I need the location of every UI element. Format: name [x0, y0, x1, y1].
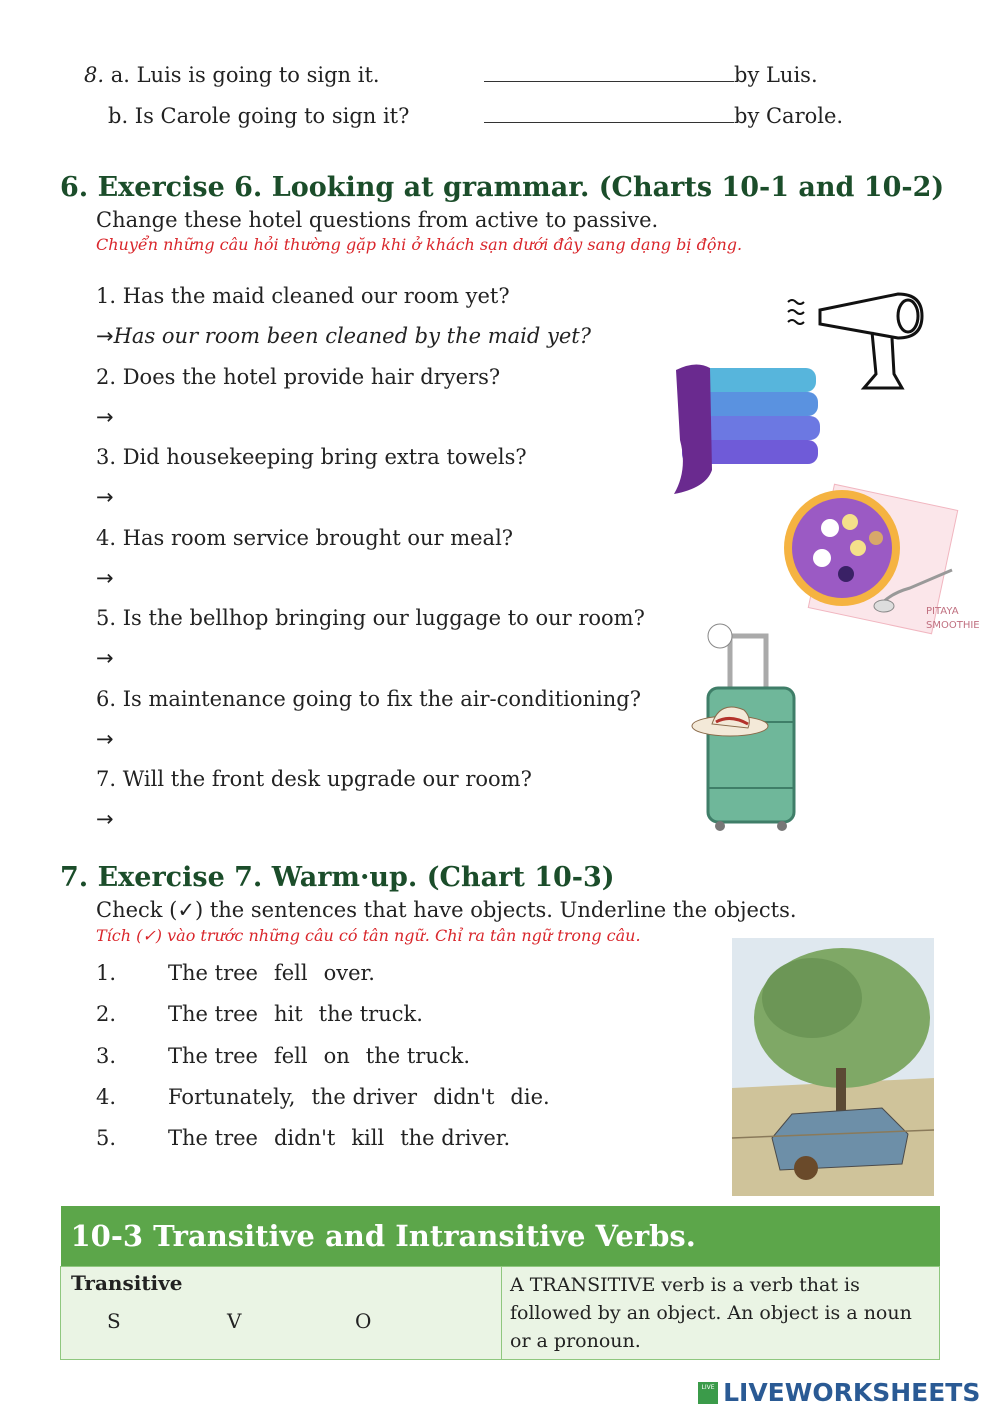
exercise-6-answer-row[interactable]	[96, 323, 591, 349]
chart-transitive-label: Transitive	[71, 1271, 183, 1295]
fruit-6	[869, 531, 883, 545]
exercise-6-question: 4. Has room service brought our meal?	[96, 525, 514, 550]
exercise-6-instruction: Change these hotel questions from active to passive.	[96, 208, 659, 232]
bowl-caption-1: PITAYA	[926, 606, 959, 617]
item-8b-text: b. Is Carole going to sign it?	[108, 104, 410, 128]
exercise-6-answer-row[interactable]	[96, 645, 114, 671]
chart-s: S	[107, 1309, 121, 1333]
exercise-7-sentence	[96, 1001, 439, 1027]
liveworksheets-logo[interactable]	[698, 1378, 980, 1407]
arrow-icon: →	[96, 404, 114, 429]
arrow-icon: →	[96, 565, 114, 590]
sentence-part[interactable]: die.	[510, 1084, 550, 1109]
exercise-7-instruction: Check (✓) the sentences that have objects. Underline the objects.	[96, 898, 797, 922]
exercise-7-heading: 7. Exercise 7. Warm·up. (Chart 10-3)	[60, 862, 615, 893]
item-8b	[108, 103, 409, 129]
exercise-7-instruction-vi: Tích (✓) vào trước những câu có tân ngữ. Chỉ ra tân ngữ trong câu.	[96, 926, 641, 945]
sentence-part[interactable]: didn't	[273, 1126, 336, 1151]
fruit-2	[813, 549, 831, 567]
chart-o: O	[355, 1309, 372, 1333]
sentence-part[interactable]: fell	[273, 961, 308, 985]
dryer-air-lines	[788, 300, 804, 324]
sentence-part[interactable]: The tree	[168, 1126, 258, 1151]
exercise-6-question: 7. Will the front desk upgrade our room?	[96, 767, 532, 791]
item-8-number: 8.	[84, 63, 105, 87]
answer-blank-8a[interactable]	[484, 63, 734, 82]
towel-draped	[674, 364, 712, 494]
item-8a-answer-row	[484, 62, 818, 88]
sentence-number: 5.	[96, 1126, 117, 1151]
sentence-part[interactable]: didn't	[433, 1084, 495, 1109]
fruit-3	[842, 514, 858, 530]
chart-title: 10-3 Transitive and Intransitive Verbs.	[61, 1206, 940, 1267]
chart-definition-line-3: or a pronoun.	[510, 1330, 641, 1352]
sentence-part[interactable]: Fortunately,	[168, 1084, 296, 1109]
exercise-6-answer-row[interactable]	[96, 565, 114, 591]
sentence-part[interactable]: the driver.	[400, 1126, 511, 1151]
item-8a-text: a. Luis is going to sign it.	[110, 63, 380, 87]
exercise-6-answer-row[interactable]	[96, 806, 114, 832]
wheel-right	[777, 821, 787, 831]
sentence-part[interactable]: the driver	[311, 1084, 418, 1109]
chart-definition-cell	[502, 1267, 940, 1360]
exercise-6-question: 5. Is the bellhop bringing our luggage to our room?	[96, 606, 645, 630]
fruit-1	[821, 519, 839, 537]
exercise-6-question: 6. Is maintenance going to fix the air-conditioning?	[96, 686, 641, 711]
spoon-head	[874, 600, 894, 612]
fruit-4	[850, 540, 866, 556]
exercise-7-sentence	[96, 1125, 526, 1151]
arrow-icon: →	[96, 726, 114, 751]
sentence-number: 1.	[96, 961, 117, 985]
truck-wheel	[794, 1156, 818, 1180]
bowl-caption-2: SMOOTHIE	[926, 620, 980, 631]
item-8a-tail: by Luis.	[734, 63, 818, 87]
exercise-6-answer-row[interactable]	[96, 484, 114, 510]
logo-text: LIVEWORKSHEETS	[723, 1378, 981, 1407]
sentence-number: 2.	[96, 1002, 117, 1027]
fruit-5	[838, 566, 854, 582]
sentence-number: 3.	[96, 1043, 117, 1068]
sentence-part[interactable]: The tree	[168, 1002, 258, 1027]
item-8b-answer-row	[484, 103, 843, 129]
towels-illustration	[666, 360, 826, 496]
exercise-6-heading: 6. Exercise 6. Looking at grammar. (Charts 10-1 and 10-2)	[60, 172, 945, 203]
arrow-icon: →	[96, 324, 114, 348]
exercise-7-sentence	[96, 1043, 486, 1069]
sentence-part[interactable]: kill	[351, 1126, 385, 1151]
exercise-7-sentence	[96, 1084, 566, 1110]
suitcase-handle	[730, 636, 766, 688]
suitcase-body	[708, 688, 794, 822]
arrow-icon: →	[96, 807, 114, 831]
exercise-6-instruction-vi: Chuyển những câu hỏi thường gặp khi ở khách sạn dưới đây sang dạng bị động.	[96, 235, 743, 254]
exercise-6-answer-row[interactable]	[96, 726, 114, 752]
luggage-tag	[708, 624, 732, 648]
sentence-part[interactable]: The tree	[168, 961, 258, 985]
smoothie-bowl-illustration	[780, 488, 980, 638]
sentence-part[interactable]: the truck.	[365, 1043, 471, 1068]
dryer-handle	[864, 332, 902, 388]
exercise-6-question: 2. Does the hotel provide hair dryers?	[96, 364, 501, 389]
sentence-part[interactable]: fell	[273, 1043, 308, 1068]
tree-truck-painting	[732, 938, 934, 1196]
sentence-part[interactable]: hit	[273, 1002, 303, 1027]
exercise-7-sentence	[96, 960, 391, 986]
sentence-part[interactable]: over.	[323, 961, 375, 985]
bowl-smoothie	[792, 498, 892, 598]
exercise-6-answer[interactable]: Has our room been cleaned by the maid yet?	[113, 324, 591, 348]
item-8a	[84, 62, 380, 88]
sentence-part[interactable]: The tree	[168, 1043, 258, 1068]
sentence-part[interactable]: the truck.	[318, 1002, 423, 1027]
truck-body	[772, 1108, 908, 1170]
logo-badge: LIVE	[698, 1382, 718, 1404]
arrow-icon: →	[96, 646, 114, 670]
item-8b-tail: by Carole.	[734, 104, 844, 128]
chart-svo-row	[71, 1309, 491, 1333]
answer-blank-8b[interactable]	[484, 104, 734, 123]
chart-definition-line-1: A TRANSITIVE verb is a verb that is	[510, 1274, 860, 1296]
arrow-icon: →	[96, 485, 114, 509]
dryer-back	[898, 300, 918, 332]
wheel-left	[715, 821, 725, 831]
chart-transitive-cell	[61, 1267, 502, 1360]
exercise-6-question: 1. Has the maid cleaned our room yet?	[96, 284, 510, 308]
sentence-number: 4.	[96, 1084, 117, 1109]
chart-definition-line-2: followed by an object. An object is a noun	[510, 1302, 912, 1324]
chart-10-3-table	[60, 1206, 940, 1360]
tree-canopy-shade	[762, 958, 862, 1038]
sentence-part[interactable]: on	[323, 1043, 350, 1068]
suitcase-illustration	[690, 618, 810, 834]
exercise-6-answer-row[interactable]	[96, 404, 114, 430]
chart-v: V	[227, 1309, 242, 1333]
exercise-6-question: 3. Did housekeeping bring extra towels?	[96, 445, 527, 469]
